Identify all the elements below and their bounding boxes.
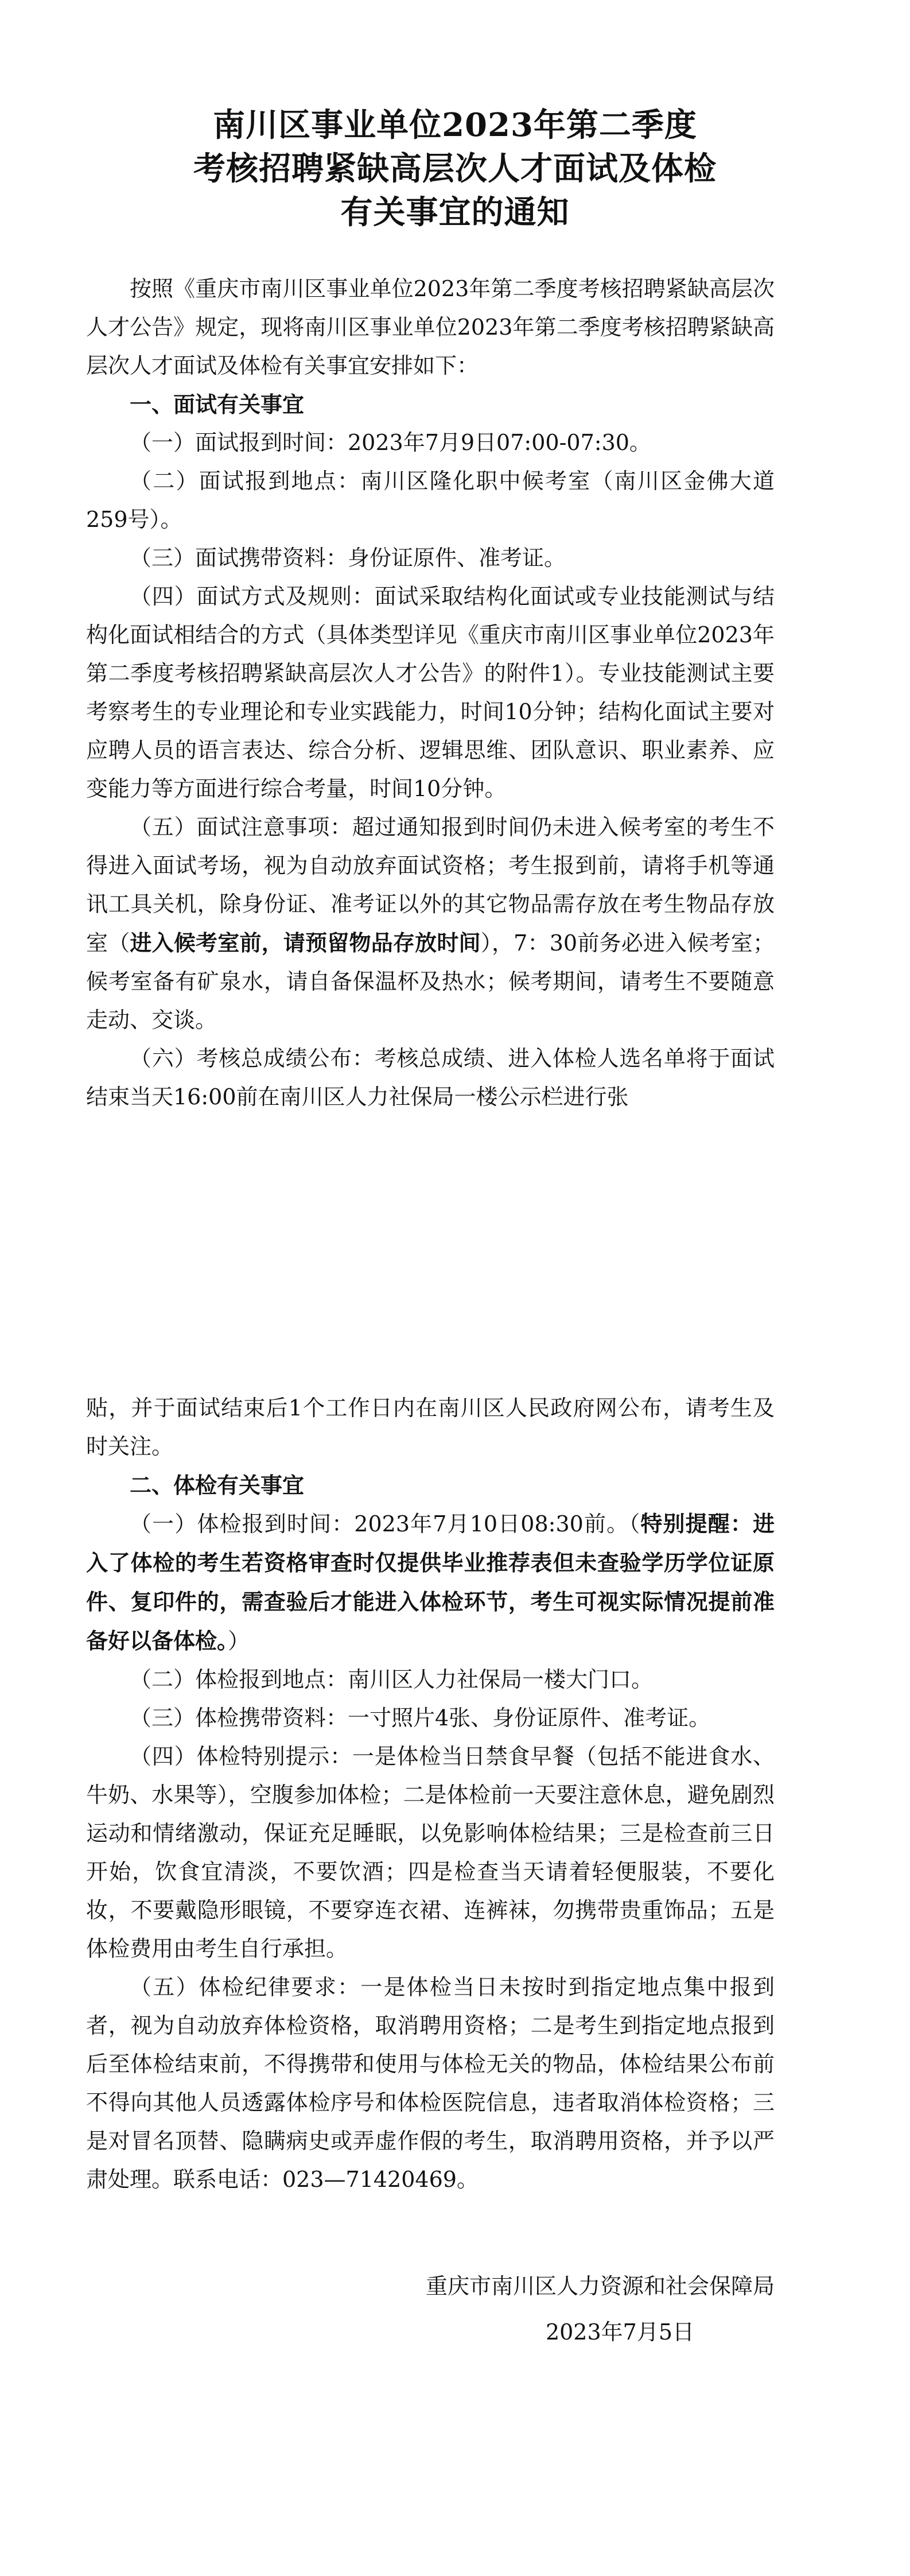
- notice-body-part-1: [86, 270, 775, 1116]
- intro-paragraph: 按照《重庆市南川区事业单位2023年第二季度考核招聘紧缺高层次人才公告》规定，现将南川区事业单位2023年第二季度考核招聘紧缺高层次人才面试及体检有关事宜安排如下：: [86, 276, 775, 378]
- title-line-1: 南川区事业单位2023年第二季度: [213, 106, 697, 144]
- title-line-3: 有关事宜的通知: [340, 193, 570, 231]
- notice-body-part-2: [86, 1389, 775, 2199]
- section-1-item-3: （三）面试携带资料：身份证原件、准考证。: [130, 545, 566, 571]
- section-2-item-1-text-b: ）: [228, 1628, 250, 1654]
- section-2-item-4: （四）体检特别提示：一是体检当日禁食早餐（包括不能进食水、牛奶、水果等），空腹参加体检；二是体检前一天要注意休息，避免剧烈运动和情绪激动，保证充足睡眠，以免影响体检结果；三是检查前三日开始，饮食宜清淡，不要饮酒；四是检查当天请着轻便服装，不要化妆，不要戴隐形眼镜，不要穿连衣裙、连裤袜，勿携带贵重饰品；五是体检费用由考生自行承担。: [86, 1744, 775, 1961]
- section-2-item-1: [86, 1504, 775, 1661]
- section-1-item-5: [86, 808, 775, 1039]
- title-line-2: 考核招聘紧缺高层次人才面试及体检: [193, 150, 717, 188]
- section-1-item-4: （四）面试方式及规则：面试采取结构化面试或专业技能测试与结构化面试相结合的方式（具体类型详见《重庆市南川区事业单位2023年第二季度考核招聘紧缺高层次人才公告》的附件1）。专业技能测试主要考察考生的专业理论和专业实践能力，时间10分钟；结构化面试主要对应聘人员的语言表达、综合分析、逻辑思维、团队意识、职业素养、应变能力等方面进行综合考量，时间10分钟。: [86, 584, 775, 801]
- section-2-heading: 二、体检有关事宜: [130, 1472, 305, 1498]
- section-1-item-6-continued: 贴，并于面试结束后1个工作日内在南川区人民政府网公布，请考生及时关注。: [86, 1395, 775, 1459]
- section-1-item-2: （二）面试报到地点：南川区隆化职中候考室（南川区金佛大道259号）。: [86, 468, 775, 532]
- notice-title: [0, 103, 910, 234]
- section-1-item-1: （一）面试报到时间：2023年7月9日07:00-07:30。: [130, 430, 651, 455]
- section-2-item-1-bold: 特别提醒：进入了体检的考生若资格审查时仅提供毕业推荐表但未查验学历学位证原件、复印件的，需查验后才能进入体检环节，考生可视实际情况提前准备好以备体检。: [86, 1511, 775, 1654]
- section-1-heading: 一、面试有关事宜: [130, 391, 305, 417]
- section-2-item-3: （三）体检携带资料：一寸照片4张、身份证原件、准考证。: [130, 1705, 711, 1731]
- signature-organization: 重庆市南川区人力资源和社会保障局: [425, 2274, 775, 2299]
- section-1-item-5-bold: 进入候考室前，请预留物品存放时间: [130, 930, 481, 956]
- section-2-item-5: （五）体检纪律要求：一是体检当日未按时到指定地点集中报到者，视为自动放弃体检资格，取消聘用资格；二是考生到指定地点报到后至体检结束前，不得携带和使用与体检无关的物品，体检结果公布前不得向其他人员透露体检序号和体检医院信息，违者取消体检资格；三是对冒名顶替、隐瞒病史或弄虚作假的考生，取消聘用资格，并予以严肃处理。联系电话：023—71420469。: [86, 1974, 775, 2192]
- section-2-item-1-text-a: （一）体检报到时间：2023年7月10日08:30前。（: [130, 1511, 641, 1537]
- section-1-item-6: （六）考核总成绩公布：考核总成绩、进入体检人选名单将于面试结束当天16:00前在南川区人力社保局一楼公示栏进行张: [86, 1046, 775, 1109]
- signature-date: 2023年7月5日: [545, 2319, 694, 2345]
- section-2-item-2: （二）体检报到地点：南川区人力社保局一楼大门口。: [130, 1667, 654, 1692]
- section-1-item-5-text-b: ），7：30前务必进入候考室；候考室备有矿泉水，请自备保温杯及热水；候考期间，请考生不要随意走动、交谈。: [86, 930, 775, 1033]
- section-1-item-5-text-a: （五）面试注意事项：超过通知报到时间仍未进入候考室的考生不得进入面试考场，视为自动放弃面试资格；考生报到前，请将手机等通讯工具关机，除身份证、准考证以外的其它物品需存放在考生物品存放室（: [86, 814, 775, 956]
